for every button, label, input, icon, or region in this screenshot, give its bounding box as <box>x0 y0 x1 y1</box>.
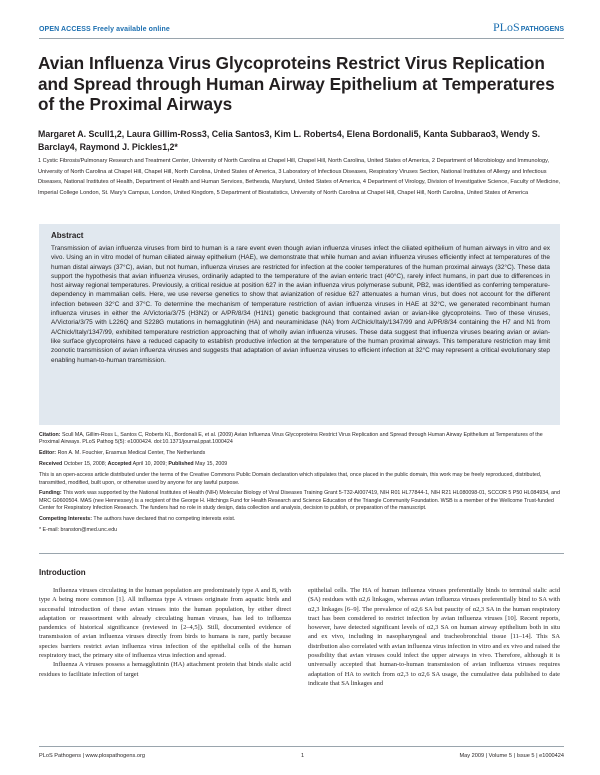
funding-text: This work was supported by the National Institutes of Health (NIH) Molecular Biology of Viral Diseases Training Grant 5-T32-AI007419, NIH R01 HL77844-1, NIH R21 HL080098-01, SCCOR 5 P50 HL084934, and MRC G0600504. MAS (nee Hennessey) is a recipient of the George H. Hitchings Fund for Health Research and Science Education of the Triangle Community Foundation. WSB is a member of the Wellcome Trust-funded Center for Respiratory Infection Research. The funders had no role in study design, data collection and analysis, decision to publish, or preparation of the manuscript. <box>39 490 560 512</box>
section-rule <box>39 553 564 554</box>
footer-rule <box>39 746 564 747</box>
footer-journal-url: PLoS Pathogens | www.plospathogens.org <box>39 753 145 759</box>
header-rule <box>39 38 564 39</box>
license-text: This is an open-access article distributed under the terms of the Creative Commons Public Domain declaration which stipulates that, once placed in the public domain, this work may be freely reproduced, distributed, transmitted, modified, built upon, or otherwise used by anyone for any lawful purpose. <box>39 472 542 486</box>
competing-text: The authors have declared that no competing interests exist. <box>93 516 236 523</box>
accepted-date: April 10, 2009; <box>132 461 167 468</box>
email-line <box>39 527 560 534</box>
open-access-label: OPEN ACCESS <box>39 26 91 33</box>
intro-right-column <box>308 586 560 688</box>
dates-line <box>39 461 560 468</box>
affiliations: 1 Cystic Fibrosis/Pulmonary Research and Treatment Center, University of North Carolina at Chapel Hill, Chapel Hill, North Carolina, United States of America, 2 Department of Microbiology and Immunology, University of North Carolina at Chapel Hill, Chapel Hill, North Carolina, United States of America, 3 Laboratory of Infectious Diseases, Respiratory Viruses Section, National Institutes of Allergy and Infectious Diseases, National Institutes of Health, Department of Health and Human Services, Bethesda, Maryland, United States of America, 4 Department of Virology, Division of Investigative Science, Faculty of Medicine, Imperial College London, St. Mary's Campus, London, United Kingdom, 5 Department of Biostatistics, University of North Carolina at Chapel Hill, Chapel Hill, North Carolina, United States of America <box>38 158 561 196</box>
author-list: Margaret A. Scull1,2, Laura Gillim-Ross3, Celia Santos3, Kim L. Roberts4, Elena Bordonali5, Kanta Subbarao3, Wendy S. Barclay4, Raymond J. Pickles1,2* <box>38 129 541 152</box>
funding-label: Funding: <box>39 490 62 497</box>
journal-logo-sub: PATHOGENS <box>520 26 564 33</box>
abstract-box <box>39 224 560 425</box>
intro-paragraph: Influenza viruses circulating in the human population are predominately type A and B, with type A being more common [1]. All influenza type A viruses originate from aquatic birds and successful introduction of these avian viruses into the human population, by either direct adaptation or reassortment with already circulating human viruses, has led to influenza pandemics of historical significance (reviewed in [2–4,5]). Still, documented evidence of transmission of avian influenza viruses directly from birds to humans is rare, partly because species barriers restrict avian influenza virus infection of the epithelial cells of the human respiratory tract, the primary site of influenza virus infection and spread. <box>39 587 291 660</box>
editor-label: Editor: <box>39 450 57 457</box>
accepted-label: Accepted <box>107 461 132 468</box>
open-access-banner <box>39 26 170 33</box>
journal-logo-main: PLoS <box>493 20 520 34</box>
citation-line <box>39 432 560 447</box>
abstract-heading: Abstract <box>51 231 84 240</box>
email-address[interactable]: branston@med.unc.edu <box>60 527 118 534</box>
published-date: May 15, 2009 <box>195 461 228 468</box>
email-label: * E-mail: <box>39 527 60 534</box>
intro-paragraph: epithelial cells. The HA of human influenza viruses preferentially binds to terminal sialic acid (SA) residues with α2,6 linkages, whereas avian influenza viruses preferentially bind to SA with α2,3 linkages [6–9]. The prevalence of α2,6 SA but paucity of α2,3 SA in the human respiratory tract has been considered to restrict infection by avian influenza viruses [10]. Recent reports, however, have detected significant levels of α2,3 SA on human airway epithelium both in situ and ex vivo, including in nasopharyngeal and tracheobronchial tissue [11–14]. This SA distribution also correlated with avian influenza virus infection in vitro and ex vivo and raised the possibility that avian viruses could infect the upper airways in vivo. Therefore, although it is universally accepted that human-to-human transmission of avian influenza viruses requires adaptation of HA to switch from α2,3 to α2,6 SA usage, the cumulative data published to date indicate that SA linkages and <box>308 587 560 687</box>
citation-label: Citation: <box>39 432 61 438</box>
footer-page-number: 1 <box>301 753 305 759</box>
abstract-text: Transmission of avian influenza viruses from bird to human is a rare event even though avian influenza viruses infect the ciliated epithelium of human airways in vitro and ex vivo. Using an in vitro model of human ciliated airway epithelium (HAE), we demonstrate that while human and avian influenza viruses efficiently infect at temperatures of the human distal airways (37°C), avian, but not human, influenza viruses are restricted for infection at the cooler temperatures of the human proximal airways (32°C). These data support the hypothesis that avian influenza viruses, ordinarily adapted to the temperature of the avian enteric tract (40°C), rarely infect humans, in part due to differences in host airway regional temperatures. Previously, a critical residue at position 627 in the avian influenza virus polymerase subunit, PB2, was identified as conferring temperature-dependency in mammalian cells. Here, we use reverse genetics to show that avianization of residue 627 attenuates a human virus, but does not account for the different infection between 32°C and 37°C. To determine the mechanism of temperature restriction of avian influenza viruses in HAE at 32°C, we generated recombinant human influenza viruses in either the A/Victoria/3/75 (H3N2) or A/PR/8/34 (H1N1) genetic background that contained avian or avian-like glycoproteins. Two of these viruses, A/Victoria/3/75 with L226Q and S228G mutations in hemagglutinin (HA) and neuraminidase (NA) from A/Chick/Italy/1347/99 and A/PR/8/34 containing the H7 and N1 from A/Chick/Italy/1347/99, exhibited temperature restriction approaching that of wholly avian influenza viruses. These data suggest that influenza viruses bearing avian or avian-like surface glycoproteins have a reduced capacity to establish productive infection at the temperature of the human proximal airways. This temperature restriction may limit zoonotic transmission of avian influenza viruses and suggests that adaptation of avian influenza viruses to efficient infection at 32°C may represent a critical evolutionary step enabling human-to-human transmission. <box>51 245 550 364</box>
competing-line <box>39 516 560 523</box>
received-label: Received <box>39 461 63 468</box>
received-date: October 15, 2008; <box>63 461 107 468</box>
article-metadata <box>39 432 560 538</box>
editor-text: Ron A. M. Fouchier, Erasmus Medical Center, The Netherlands <box>57 450 206 457</box>
citation-text: Scull MA, Gillim-Ross L, Santos C, Roberts KL, Bordonali E, et al. (2009) Avian Influenza Virus Glycoproteins Restrict Virus Replication and Spread through Human Airway Epithelium at Temperatures of the Proximal Airways. PLoS Pathog 5(5): e1000424. doi:10.1371/journal.ppat.1000424 <box>39 432 543 446</box>
published-label: Published <box>168 461 194 468</box>
freely-available-label: Freely available online <box>92 26 170 33</box>
intro-left-column <box>39 586 291 679</box>
funding-line <box>39 490 560 512</box>
footer-issue: May 2009 | Volume 5 | Issue 5 | e1000424 <box>459 753 564 759</box>
introduction-heading: Introduction <box>39 568 86 577</box>
intro-paragraph: Influenza A viruses possess a hemagglutinin (HA) attachment protein that binds sialic acid residues to facilitate infection of target <box>39 661 291 678</box>
page-footer <box>39 753 564 759</box>
article-title: Avian Influenza Virus Glycoproteins Restrict Virus Replication and Spread through Human Airway Epithelium at Temperatures of the Proximal Airways <box>38 53 555 114</box>
competing-label: Competing Interests: <box>39 516 92 523</box>
journal-logo <box>493 20 564 35</box>
editor-line <box>39 450 560 457</box>
